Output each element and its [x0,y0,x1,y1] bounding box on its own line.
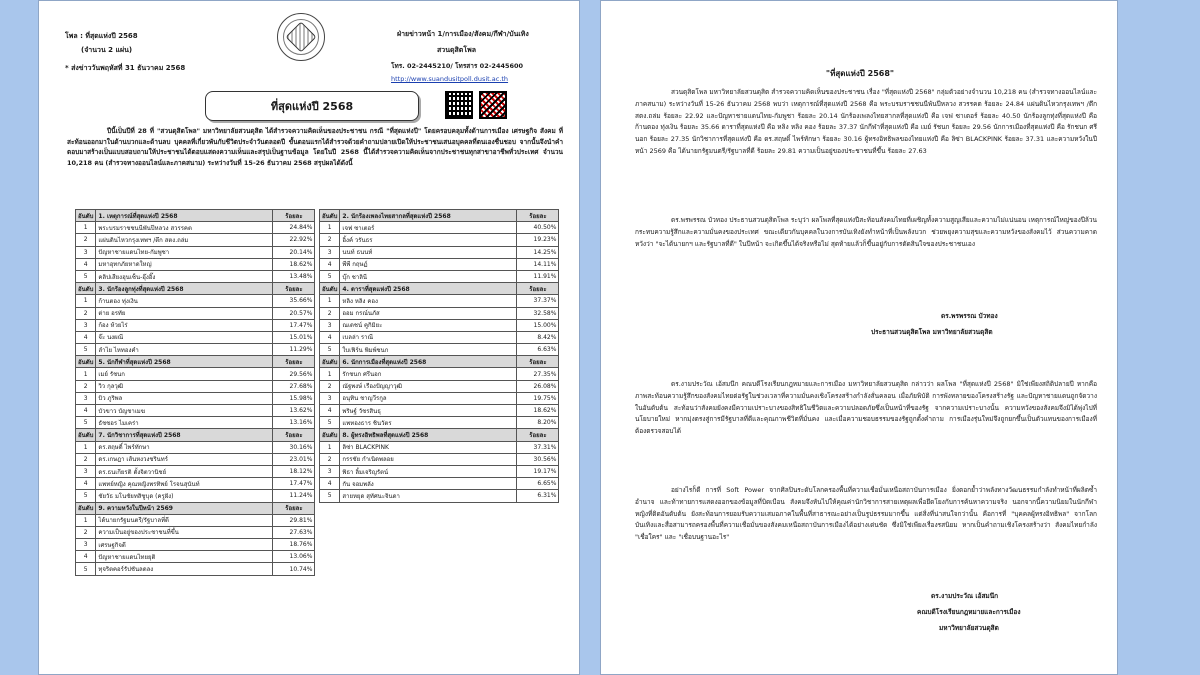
table-row [76,441,315,453]
percent-cell: 6.65% [517,478,559,490]
percent-cell: 13.06% [273,551,315,563]
table-row [76,380,315,392]
rank-cell: 5 [76,490,96,502]
rank-cell: 4 [76,331,96,343]
rank-cell: 5 [76,563,96,575]
table-row [76,258,315,270]
rank-cell: 3 [76,319,96,331]
table-row [320,368,559,380]
summary-paragraph-2 [635,215,1097,250]
table-row [320,307,559,319]
percent-column-header: ร้อยละ [273,429,315,441]
rank-cell: 5 [320,344,340,356]
table-row [76,465,315,477]
sheet-count: (จำนวน 2 แผ่น) [81,46,133,54]
name-cell: ต่าย อรทัย [96,307,273,319]
table-row [320,234,559,246]
rank-cell: 3 [320,319,340,331]
university-seal-logo [277,13,325,61]
rank-cell: 2 [320,234,340,246]
table-row [76,246,315,258]
category-header-row [76,429,315,441]
percent-cell: 17.47% [273,319,315,331]
website-link[interactable]: http://www.suandusitpoll.dusit.ac.th [391,75,509,83]
rank-cell: 2 [76,307,96,319]
category-title: 7. นักวิชาการที่สุดแห่งปี 2568 [96,429,273,441]
name-cell: บุ๊ก ชาลินี [340,270,517,282]
name-cell: ณเดชน์ คูกิมิยะ [340,319,517,331]
name-cell: ปัญหาชายแดนไทย-กัมพูชา [96,246,273,258]
rank-column-header: อันดับ [320,283,340,295]
rank-cell: 2 [76,526,96,538]
percent-cell: 37.31% [517,441,559,453]
org-name: สวนดุสิตโพล [437,46,477,54]
rank-cell: 1 [320,441,340,453]
poll-label: โพล : ที่สุดแห่งปี 2568 [65,32,138,40]
rank-cell: 1 [76,441,96,453]
para4-text: อย่างไรก็ดี การที่ Soft Power จากศิลปินระดับโลกครองพื้นที่ความเชื่อมั่นเหนือสถาบันการเมือง ยิ่งตอกย้ำว่าพลังทางวัฒนธรรมกำลังทำหน้าที่ผลิตซ้ำอำนาจ และท้าทายการแสดงออกของข้อมูลที่บิดเบือน สังคมจึงหันไปให้คุณค่านักวิชาการสายเหตุผลเพื่อยึดโยงกับการค้นหาความจริง นอกจากนี้ความนิยมในนักกีฬาหญิงที่ติดอันดับต้น ยังสะท้อนการยอมรับความเสมอภาคในพื้นที่สาธารณะอย่างเป็นรูปธรรมมากขึ้น แต่สิ่งที่น่าสนใจกว่านั้น คือการที่ "บุคคลผู้ทรงอิทธิพล" จากโลกบันเทิงและสื่อสามารถครองพื้นที่ความเชื่อมั่นของสังคมเหนือสถาบันการเมืองได้อย่างเด่นชัด ซึ่งมิใช่เพียงเรื่องรสนิยม หากเป็นคำถามเชิงโครงสร้างว่า สังคมไทยกำลัง "เชื่อใคร" และ "เชื่อบนฐานอะไร" [635,486,1097,542]
table-row [76,270,315,282]
rank-column-header: อันดับ [76,283,96,295]
percent-cell: 22.92% [273,234,315,246]
name-cell: พีพี กฤษฏ์ [340,258,517,270]
rank-cell: 2 [76,380,96,392]
rank-cell: 4 [320,405,340,417]
name-cell: พริษฐ์ วัชรสินธุ [340,405,517,417]
percent-cell: 15.00% [517,319,559,331]
signature-name-1: ดร.พรพรรณ บัวทอง [941,312,998,320]
rank-cell: 5 [320,490,340,502]
table-row [76,453,315,465]
category-title: 5. นักกีฬาที่สุดแห่งปี 2568 [96,356,273,368]
rank-cell: 1 [76,295,96,307]
table-row [320,380,559,392]
percent-cell: 11.24% [273,490,315,502]
percent-cell: 20.57% [273,307,315,319]
poll-results-table-right [319,209,559,503]
percent-cell: 35.66% [273,295,315,307]
rank-cell: 5 [320,417,340,429]
table-row [320,392,559,404]
name-cell: ได้นายกรัฐมนตรี/รัฐบาลที่ดี [96,514,273,526]
table-row [320,222,559,234]
para2-text: ดร.พรพรรณ บัวทอง ประธานสวนดุสิตโพล ระบุว่า ผลโพลที่สุดแห่งปีสะท้อนสังคมไทยที่เผชิญทั้งความสูญเสียและความไม่แน่นอน เหตุการณ์ใหญ่ของปีล้วนกระทบความรู้สึกและความมั่นคงของประเทศ ขณะเดียวกันบุคคลในวงการบันเทิงยังทำหน้าที่เป็นพลังบวก ช่วยพยุงความสุขและความหวังของสังคมไว้ ส่วนความคาดหวังว่า "จะได้นายกฯ และรัฐบาลที่ดี" ในปีหน้า จะเกิดขึ้นได้จริงหรือไม่ สุดท้ายแล้วก็ขึ้นอยู่กับการตัดสินใจของประชาชนเอง [635,216,1097,248]
category-title: 2. นักร้องเพลงไทยสากลที่สุดแห่งปี 2568 [340,210,517,222]
rank-cell: 1 [76,368,96,380]
table-row [76,331,315,343]
name-cell: ดร.เกษฎา เส้นหงวงชรินทร์ [96,453,273,465]
category-title: 4. ดาราที่สุดแห่งปี 2568 [340,283,517,295]
name-cell: ใบเฟิร์น พิมพ์ชนก [340,344,517,356]
percent-cell: 13.48% [273,270,315,282]
name-cell: บิว ภูริพล [96,392,273,404]
percent-cell: 19.23% [517,234,559,246]
percent-cell: 18.76% [273,539,315,551]
percent-cell: 27.68% [273,380,315,392]
name-cell: ลำไย ไหทองคำ [96,344,273,356]
name-cell: สายหยุด สุทัศนะจินดา [340,490,517,502]
name-cell: ออม กรณ์นภัส [340,307,517,319]
name-cell: รักชนก ศรีนอก [340,368,517,380]
table-row [320,465,559,477]
name-cell: เบลล่า ราณี [340,331,517,343]
name-cell: ก้านตอง ทุ่งเงิน [96,295,273,307]
rank-cell: 4 [320,478,340,490]
name-cell: จ๊ะ นงผณี [96,331,273,343]
name-cell: ความเป็นอยู่ของประชาชนที่ขึ้น [96,526,273,538]
percent-cell: 6.63% [517,344,559,356]
percent-cell: 30.56% [517,453,559,465]
percent-cell: 18.62% [273,258,315,270]
rank-cell: 1 [76,222,96,234]
rank-column-header: อันดับ [76,429,96,441]
category-title: 1. เหตุการณ์ที่สุดแห่งปี 2568 [96,210,273,222]
rank-cell: 5 [76,270,96,282]
name-cell: แพทย์หญิง คุณหญิงพรทิพย์ โรจนสุนันท์ [96,478,273,490]
percent-cell: 17.47% [273,478,315,490]
table-row [76,307,315,319]
percent-column-header: ร้อยละ [517,429,559,441]
percent-cell: 30.16% [273,441,315,453]
rank-cell: 5 [76,417,96,429]
percent-column-header: ร้อยละ [273,210,315,222]
table-row [76,295,315,307]
percent-cell: 27.35% [517,368,559,380]
table-row [76,563,315,575]
rank-cell: 2 [320,380,340,392]
percent-cell: 19.75% [517,392,559,404]
name-cell: หลิง หลิง คอง [340,295,517,307]
percent-cell: 8.20% [517,417,559,429]
table-row [76,368,315,380]
rank-cell: 2 [76,453,96,465]
name-cell: แผ่นดินไหวกรุงเทพฯ /ตึก สตง.ถล่ม [96,234,273,246]
name-cell: ปัญหาชายแดนไทยยุติ [96,551,273,563]
name-cell: เจฟ ซาเตอร์ [340,222,517,234]
category-header-row [76,356,315,368]
signature-title-1: ประธานสวนดุสิตโพล มหาวิทยาลัยสวนดุสิต [871,328,993,336]
release-date: * ส่งข่าววันพฤหัสที่ 31 ธันวาคม 2568 [65,64,186,72]
rank-cell: 2 [320,307,340,319]
table-row [320,453,559,465]
name-cell: พระบรมราชชนนีพันปีหลวง สวรรคต [96,222,273,234]
table-row [320,270,559,282]
rank-column-header: อันดับ [76,502,96,514]
name-cell: วิว กุลวุฒิ [96,380,273,392]
rank-cell: 4 [76,478,96,490]
rank-cell: 5 [320,270,340,282]
table-row [76,405,315,417]
intro-text: ปีนี้เป็นปีที่ 28 ที่ "สวนดุสิตโพล" มหาวิทยาลัยสวนดุสิต ได้สำรวจความคิดเห็นของประชาชน กรณี "ที่สุดแห่งปี" โดยครอบคลุมทั้งด้านการเมือง เศรษฐกิจ สังคม ที่สะท้อนออกมาในด้านบวกและด้านลบ บุคคลที่เกี่ยวพันกับชีวิตประจำวันตลอดปี ขั้นตอนแรกได้สำรวจด้วยคำถามปลายเปิดให้ประชาชนเสนอบุคคลที่ตนเองชื่นชอบ จากนั้นจึงนำคำตอบมาสร้างเป็นแบบสอบถามให้ประชาชนได้ตอบแสดงความเห็นและสรุปเป็นฐานข้อมูล โดยในปี 2568 นี้ได้สำรวจความคิดเห็นจากประชาชนทุกสาขาอาชีพทั่วประเทศ จำนวน 10,218 คน (สำรวจทางออนไลน์และภาคสนาม) ระหว่างวันที่ 15-26 ธันวาคม 2568 สรุปผลได้ดังนี้ [67,127,563,167]
left-document-page [38,0,580,675]
category-header-row [320,356,559,368]
intro-paragraph [67,126,563,168]
rank-cell: 3 [320,246,340,258]
category-header-row [76,283,315,295]
category-header-row [320,283,559,295]
qr-code-icon [479,91,507,119]
name-cell: คลิปเสียงฮุนเซ็น-อุ๊งอิ๊ง [96,270,273,282]
name-cell: กรรชัย กำเนิดพลอย [340,453,517,465]
signature-name-2: ดร.งามประวัณ เอ้สมนึก [931,592,999,600]
percent-column-header: ร้อยละ [273,356,315,368]
name-cell: กัน จอมพลัง [340,478,517,490]
qr-code-icon [445,91,473,119]
percent-cell: 6.31% [517,490,559,502]
percent-cell: 19.17% [517,465,559,477]
name-cell: แพทองธาร ชินวัตร [340,417,517,429]
summary-title: "ที่สุดแห่งปี 2568" [825,69,895,78]
para1-text: สวนดุสิตโพล มหาวิทยาลัยสวนดุสิต สำรวจความคิดเห็นของประชาชน เรื่อง "ที่สุดแห่งปี 2568" กลุ่มตัวอย่างจำนวน 10,218 คน (สำรวจทางออนไลน์และภาคสนาม) ระหว่างวันที่ 15-26 ธันวาคม 2568 พบว่า เหตุการณ์ที่สุดแห่งปี 2568 คือ พระบรมราชชนนีพันปีหลวง สวรรคต ร้อยละ 24.84 แผ่นดินไหวกรุงเทพฯ /ตึก สตง.ถล่ม ร้อยละ 22.92 และปัญหาชายแดนไทย-กัมพูชา ร้อยละ 20.14 นักร้องเพลงไทยสากลที่สุดแห่งปี คือ เจฟ ซาเตอร์ ร้อยละ 40.50 นักร้องลูกทุ่งที่สุดแห่งปี คือ ก้านตอง ทุ่งเงิน ร้อยละ 35.66 ดาราที่สุดแห่งปี คือ หลิง หลิง คอง ร้อยละ 37.37 นักกีฬาที่สุดแห่งปี คือ เมย์ รัชนก ร้อยละ 29.56 นักการเมืองที่สุดแห่งปี คือ รักชนก ศรีนอก ร้อยละ 27.35 นักวิชาการที่สุดแห่งปี คือ ดร.สฤษดิ์ ไพร์ทักษา ร้อยละ 30.16 ผู้ทรงอิทธิพลของไทยแห่งปี คือ ลิซ่า BLACKPINK ร้อยละ 37.31 และความหวังในปีหน้า 2569 คือ ได้นายกรัฐมนตรี/รัฐบาลที่ดี ร้อยละ 29.81 ความเป็นอยู่ของประชาชนที่ขึ้น ร้อยละ 27.63 [635,88,1097,155]
rank-column-header: อันดับ [320,356,340,368]
rank-cell: 3 [320,392,340,404]
name-cell: อนุทิน ชาญวีรกูล [340,392,517,404]
rank-cell: 2 [76,234,96,246]
percent-column-header: ร้อยละ [273,283,315,295]
percent-cell: 15.01% [273,331,315,343]
table-row [320,405,559,417]
percent-cell: 18.62% [517,405,559,417]
rank-cell: 2 [320,453,340,465]
percent-cell: 29.81% [273,514,315,526]
document-title-box: ที่สุดแห่งปี 2568 [205,91,419,121]
rank-cell: 4 [76,258,96,270]
percent-cell: 20.14% [273,246,315,258]
category-title: 8. ผู้ทรงอิทธิพลที่สุดแห่งปี 2568 [340,429,517,441]
table-row [76,478,315,490]
table-row [76,392,315,404]
rank-column-header: อันดับ [76,356,96,368]
table-row [76,514,315,526]
category-title: 6. นักการเมืองที่สุดแห่งปี 2568 [340,356,517,368]
rank-cell: 1 [320,295,340,307]
category-header-row [76,502,315,514]
name-cell: ณัฐพงษ์ เรืองปัญญาวุฒิ [340,380,517,392]
name-cell: ก้อง ห้วยไร่ [96,319,273,331]
name-cell: มหาอุทกภัยหาดใหญ่ [96,258,273,270]
rank-column-header: อันดับ [320,210,340,222]
name-cell: ชัยวัธ มโนชัยทสิชูบุด (ครูฝัง) [96,490,273,502]
table-row [320,331,559,343]
percent-cell: 14.11% [517,258,559,270]
name-cell: เศรษฐกิจดี [96,539,273,551]
percent-cell: 11.91% [517,270,559,282]
para3-text: ดร.งามประวัณ เอ้สมนึก คณบดีโรงเรียนกฎหมายและการเมือง มหาวิทยาลัยสวนดุสิต กล่าวว่า ผลโพล "ที่สุดแห่งปี 2568" มิใช่เพียงสถิติปลายปี หากคือภาพสะท้อนความรู้สึกของสังคมไทยต่อรัฐในช่วงเวลาที่ความมั่นคงเชิงโครงสร้างกำลังสั่นคลอน เมื่อภัยพิบัติ การพังทลายของโครงสร้างรัฐ และปัญหาชายแดนถูกจัดวางในอันดับต้น สะท้อนว่าสังคมยังคงมีความเปราะบางของสิทธิในชีวิตและความปลอดภัยซึ่งเป็นหน้าที่ของรัฐ จากความเปราะบางนั้น ความหวังของสังคมจึงมิได้พุ่งไปที่นโยบายใหม่ หากมุ่งตรงสู่การมีรัฐบาลที่ดีและคุณภาพชีวิตที่มั่นคง และเมื่อความชอบธรรมของรัฐถูกตั้งคำถาม การเมืองรุ่นใหม่จึงถูกยกขึ้นเป็นตัวแทนของการเมืองที่ต้องตรวจสอบได้ [635,380,1097,436]
table-row [320,490,559,502]
poll-results-table-left [75,209,315,576]
rank-cell: 3 [76,246,96,258]
rank-cell: 1 [76,514,96,526]
department-label: ฝ่ายข่าวหน้า 1/การเมือง/สังคม/กีฬา/บันเทิง [397,30,529,38]
rank-cell: 4 [76,405,96,417]
category-title: 9. ความหวังในปีหน้า 2569 [96,502,273,514]
name-cell: ทุจริตคอร์รัปชันลดลง [96,563,273,575]
percent-column-header: ร้อยละ [273,502,315,514]
table-row [76,344,315,356]
name-cell: ดร.สฤษดิ์ ไพร์ทักษา [96,441,273,453]
percent-cell: 11.29% [273,344,315,356]
rank-cell: 4 [320,331,340,343]
name-cell: พิธา ลิ้มเจริญรัตน์ [340,465,517,477]
table-row [320,246,559,258]
percent-column-header: ร้อยละ [517,210,559,222]
table-row [320,258,559,270]
percent-column-header: ร้อยละ [517,283,559,295]
summary-paragraph-4 [635,485,1097,544]
table-row [320,295,559,307]
table-row [320,319,559,331]
percent-cell: 27.63% [273,526,315,538]
name-cell: อิ้งค์ วรันธร [340,234,517,246]
rank-cell: 1 [320,368,340,380]
rank-cell: 3 [76,539,96,551]
percent-cell: 13.16% [273,417,315,429]
rank-cell: 3 [320,465,340,477]
percent-cell: 10.74% [273,563,315,575]
rank-column-header: อันดับ [76,210,96,222]
table-row [320,344,559,356]
signature-title-2: คณบดีโรงเรียนกฎหมายและการเมือง [917,608,1021,616]
name-cell: บัวขาว บัญชาเมฆ [96,405,273,417]
category-header-row [320,210,559,222]
percent-cell: 26.08% [517,380,559,392]
rank-cell: 1 [320,222,340,234]
rank-cell: 4 [76,551,96,563]
percent-cell: 14.25% [517,246,559,258]
percent-cell: 13.62% [273,405,315,417]
category-header-row [76,210,315,222]
name-cell: นนท์ ธนนท์ [340,246,517,258]
rank-column-header: อันดับ [320,429,340,441]
table-row [76,417,315,429]
percent-column-header: ร้อยละ [517,356,559,368]
category-header-row [320,429,559,441]
table-row [76,319,315,331]
percent-cell: 18.12% [273,465,315,477]
name-cell: เมย์ รัชนก [96,368,273,380]
contact-phone: โทร. 02-2445210/ โทรสาร 02-2445600 [391,62,524,70]
table-row [320,417,559,429]
percent-cell: 24.84% [273,222,315,234]
percent-cell: 15.98% [273,392,315,404]
summary-paragraph-3 [635,379,1097,438]
rank-cell: 4 [320,258,340,270]
table-row [76,222,315,234]
table-row [76,526,315,538]
rank-cell: 3 [76,392,96,404]
percent-cell: 37.37% [517,295,559,307]
name-cell: ธัชชอร ไมเคร่า [96,417,273,429]
table-row [76,551,315,563]
signature-title-3: มหาวิทยาลัยสวนดุสิต [939,624,999,632]
percent-cell: 23.01% [273,453,315,465]
category-title: 3. นักร้องลูกทุ่งที่สุดแห่งปี 2568 [96,283,273,295]
table-row [76,539,315,551]
percent-cell: 40.50% [517,222,559,234]
table-row [76,490,315,502]
percent-cell: 29.56% [273,368,315,380]
percent-cell: 8.42% [517,331,559,343]
right-document-page [600,0,1118,675]
name-cell: ดร.ธนเกียรติ ตั้งจิตวานิชย์ [96,465,273,477]
table-row [320,441,559,453]
table-row [320,478,559,490]
name-cell: ลิซ่า BLACKPINK [340,441,517,453]
percent-cell: 32.58% [517,307,559,319]
summary-paragraph-1 [635,87,1097,158]
table-row [76,234,315,246]
rank-cell: 5 [76,344,96,356]
rank-cell: 3 [76,465,96,477]
